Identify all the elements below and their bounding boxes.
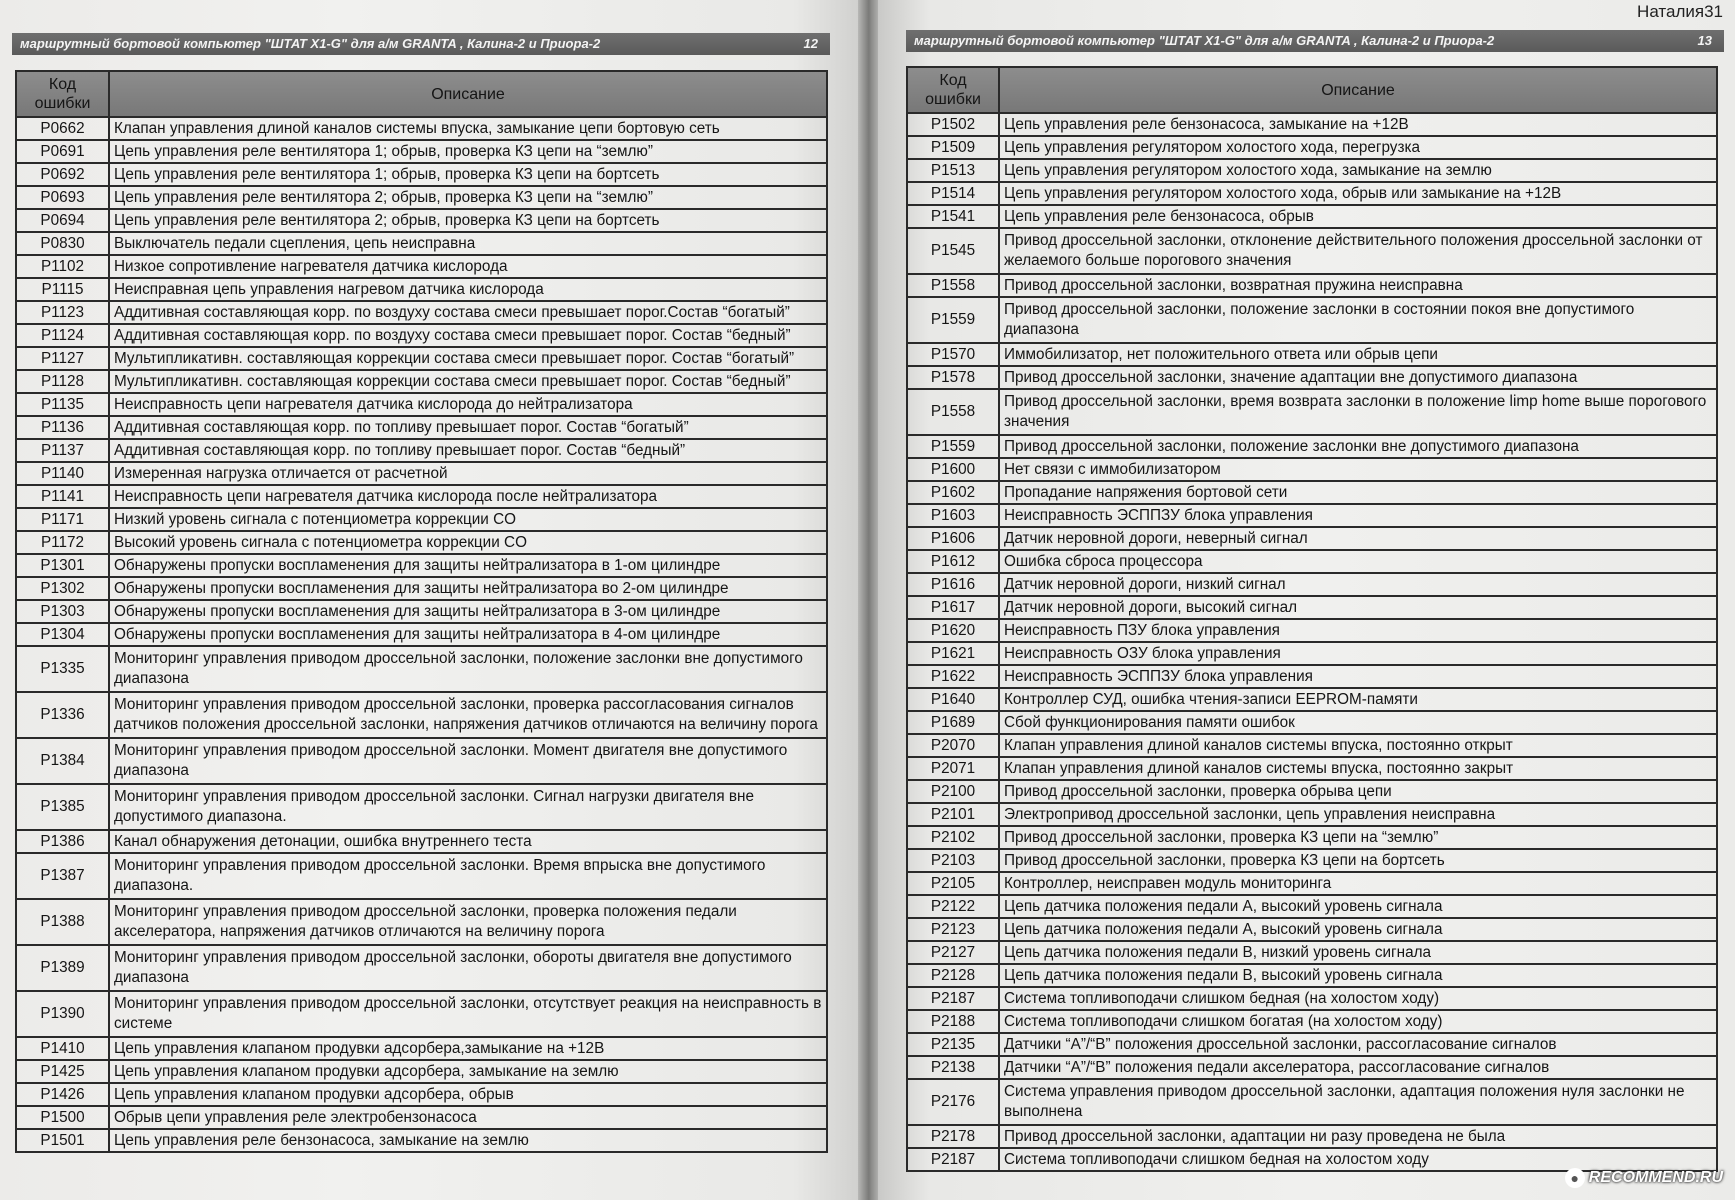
error-description-cell: Мониторинг управления приводом дроссельной заслонки. Сигнал нагрузки двигателя вне допустимого диапазона. <box>109 784 827 830</box>
error-description-cell: Цепь управления регулятором холостого хода, замыкание на землю <box>999 159 1717 182</box>
error-code-cell: P2105 <box>907 872 999 895</box>
table-row <box>907 297 1717 343</box>
error-description-cell: Аддитивная составляющая корр. по воздуху состава смеси превышает порог.Состав “богатый” <box>109 301 827 324</box>
table-row <box>16 1037 827 1060</box>
table-row <box>16 485 827 508</box>
error-description-cell: Нет связи с иммобилизатором <box>999 458 1717 481</box>
error-code-cell: P1172 <box>16 531 109 554</box>
error-description-cell: Цепь управления клапаном продувки адсорбера, замыкание на землю <box>109 1060 827 1083</box>
table-row <box>16 692 827 738</box>
table-row <box>16 784 827 830</box>
error-description-cell: Цепь датчика положения педали А, высокий уровень сигнала <box>999 895 1717 918</box>
error-code-cell: P1128 <box>16 370 109 393</box>
error-description-cell: Обнаружены пропуски воспламенения для защиты нейтрализатора в 1-ом цилиндре <box>109 554 827 577</box>
left-header-title: маршрутный бортовой компьютер "ШТАТ X1-G" для а/м GRANTA , Калина-2 и Приора-2 <box>20 36 601 51</box>
right-header-title: маршрутный бортовой компьютер "ШТАТ X1-G" для а/м GRANTA , Калина-2 и Приора-2 <box>914 33 1495 48</box>
error-code-cell: P2103 <box>907 849 999 872</box>
table-row <box>907 711 1717 734</box>
error-description-cell: Мониторинг управления приводом дроссельной заслонки, обороты двигателя вне допустимого диапазона <box>109 945 827 991</box>
error-code-cell: P1385 <box>16 784 109 830</box>
error-description-cell: Система топливоподачи слишком богатая (на холостом ходу) <box>999 1010 1717 1033</box>
error-code-cell: P1500 <box>16 1106 109 1129</box>
table-row <box>16 393 827 416</box>
error-code-cell: P1559 <box>907 435 999 458</box>
error-description-cell: Мониторинг управления приводом дроссельной заслонки, положение заслонки вне допустимого диапазона <box>109 646 827 692</box>
table-row <box>907 872 1717 895</box>
table-row <box>16 186 827 209</box>
table-row <box>16 255 827 278</box>
error-description-cell: Мультипликативн. составляющая коррекции состава смеси превышает порог. Состав “богатый” <box>109 347 827 370</box>
table-row <box>16 600 827 623</box>
error-code-cell: P1425 <box>16 1060 109 1083</box>
table-row <box>907 136 1717 159</box>
error-description-cell: Мониторинг управления приводом дроссельной заслонки, отсутствует реакция на неисправность в системе <box>109 991 827 1037</box>
table-row <box>907 504 1717 527</box>
error-code-cell: P1302 <box>16 577 109 600</box>
error-description-cell: Датчик неровной дороги, высокий сигнал <box>999 596 1717 619</box>
error-description-cell: Низкий уровень сигнала с потенциометра коррекции CO <box>109 508 827 531</box>
error-code-cell: P1303 <box>16 600 109 623</box>
error-code-cell: P1335 <box>16 646 109 692</box>
table-row <box>16 577 827 600</box>
error-description-cell: Система управления приводом дроссельной заслонки, адаптация положения нуля заслонки не выполнена <box>999 1079 1717 1125</box>
error-code-cell: P1558 <box>907 389 999 435</box>
error-description-cell: Обнаружены пропуски воспламенения для защиты нейтрализатора в 4-ом цилиндре <box>109 623 827 646</box>
table-row <box>907 642 1717 665</box>
error-description-cell: Цепь датчика положения педали В, высокий уровень сигнала <box>999 964 1717 987</box>
error-code-cell: P1578 <box>907 366 999 389</box>
error-code-cell: P1640 <box>907 688 999 711</box>
table-row <box>907 205 1717 228</box>
error-description-cell: Привод дроссельной заслонки, значение адаптации вне допустимого диапазона <box>999 366 1717 389</box>
right-table-body <box>907 113 1717 1171</box>
error-code-cell: P1304 <box>16 623 109 646</box>
table-row <box>16 117 827 140</box>
table-row <box>16 1106 827 1129</box>
error-description-cell: Цепь управления реле бензонасоса, замыкание на +12В <box>999 113 1717 136</box>
error-code-cell: P1137 <box>16 439 109 462</box>
table-row <box>907 987 1717 1010</box>
error-description-cell: Клапан управления длиной каналов системы впуска, замыкание цепи бортовую сеть <box>109 117 827 140</box>
table-row <box>16 462 827 485</box>
error-description-cell: Мониторинг управления приводом дроссельной заслонки, проверка рассогласования сигналов датчиков положения дроссельной заслонки, напряжения датчиков отличаются на величину порога <box>109 692 827 738</box>
error-code-cell: P0691 <box>16 140 109 163</box>
table-row <box>907 757 1717 780</box>
error-code-cell: P1384 <box>16 738 109 784</box>
table-row <box>907 849 1717 872</box>
error-code-cell: P2178 <box>907 1125 999 1148</box>
table-row <box>907 780 1717 803</box>
error-description-cell: Цепь датчика положения педали В, низкий уровень сигнала <box>999 941 1717 964</box>
error-code-cell: P1559 <box>907 297 999 343</box>
error-code-cell: P1600 <box>907 458 999 481</box>
error-description-cell: Датчик неровной дороги, неверный сигнал <box>999 527 1717 550</box>
error-code-cell: P0830 <box>16 232 109 255</box>
left-page-header <box>12 33 830 55</box>
error-code-cell: P1545 <box>907 228 999 274</box>
error-code-cell: P2135 <box>907 1033 999 1056</box>
error-description-cell: Система топливоподачи слишком бедная (на холостом ходу) <box>999 987 1717 1010</box>
table-row <box>16 531 827 554</box>
table-row <box>16 991 827 1037</box>
table-header-row <box>907 67 1717 113</box>
error-description-cell: Цепь управления регулятором холостого хода, перегрузка <box>999 136 1717 159</box>
error-description-cell: Ошибка сброса процессора <box>999 550 1717 573</box>
error-code-cell: P2102 <box>907 826 999 849</box>
error-description-cell: Неисправность ЭСППЗУ блока управления <box>999 504 1717 527</box>
table-row <box>907 665 1717 688</box>
table-row <box>16 738 827 784</box>
error-code-cell: P1171 <box>16 508 109 531</box>
table-row <box>16 301 827 324</box>
error-description-cell: Неисправность цепи нагревателя датчика кислорода до нейтрализатора <box>109 393 827 416</box>
error-code-cell: P2071 <box>907 757 999 780</box>
table-row <box>907 688 1717 711</box>
error-code-cell: P1301 <box>16 554 109 577</box>
right-page-number: 13 <box>1697 33 1712 48</box>
error-code-cell: P0692 <box>16 163 109 186</box>
table-row <box>907 527 1717 550</box>
table-row <box>16 830 827 853</box>
table-row <box>16 370 827 393</box>
table-row <box>16 1060 827 1083</box>
error-code-cell: P1123 <box>16 301 109 324</box>
left-page <box>0 0 862 1200</box>
error-code-cell: P2100 <box>907 780 999 803</box>
error-code-cell: P2187 <box>907 987 999 1010</box>
error-code-cell: P1502 <box>907 113 999 136</box>
error-description-cell: Цепь управления реле бензонасоса, обрыв <box>999 205 1717 228</box>
table-row <box>907 1125 1717 1148</box>
error-description-cell: Датчики “А”/“В” положения дроссельной заслонки, рассогласование сигналов <box>999 1033 1717 1056</box>
error-code-cell: P1387 <box>16 853 109 899</box>
error-description-cell: Иммобилизатор, нет положительного ответа или обрыв цепи <box>999 343 1717 366</box>
error-description-cell: Неисправность ЭСППЗУ блока управления <box>999 665 1717 688</box>
error-description-cell: Датчик неровной дороги, низкий сигнал <box>999 573 1717 596</box>
error-description-cell: Привод дроссельной заслонки, положение заслонки вне допустимого диапазона <box>999 435 1717 458</box>
error-description-cell: Привод дроссельной заслонки, время возврата заслонки в положение limp home выше порогового значения <box>999 389 1717 435</box>
error-code-cell: P1541 <box>907 205 999 228</box>
table-row <box>907 619 1717 642</box>
table-row <box>16 163 827 186</box>
error-description-cell: Датчики “А”/“В” положения педали акселератора, рассогласование сигналов <box>999 1056 1717 1079</box>
table-row <box>907 964 1717 987</box>
error-description-cell: Низкое сопротивление нагревателя датчика кислорода <box>109 255 827 278</box>
table-row <box>16 439 827 462</box>
table-row <box>16 416 827 439</box>
error-description-cell: Цепь датчика положения педали А, высокий уровень сигнала <box>999 918 1717 941</box>
error-code-cell: P0694 <box>16 209 109 232</box>
error-code-cell: P1602 <box>907 481 999 504</box>
table-row <box>16 347 827 370</box>
table-row <box>907 573 1717 596</box>
table-row <box>16 1083 827 1106</box>
error-description-cell: Цепь управления регулятором холостого хода, обрыв или замыкание на +12В <box>999 182 1717 205</box>
table-row <box>907 113 1717 136</box>
column-header-code: Код ошибки <box>16 71 109 117</box>
error-code-cell: P1124 <box>16 324 109 347</box>
error-description-cell: Аддитивная составляющая корр. по воздуху состава смеси превышает порог. Состав “бедный” <box>109 324 827 347</box>
table-row <box>907 941 1717 964</box>
error-description-cell: Цепь управления клапаном продувки адсорбера,замыкание на +12В <box>109 1037 827 1060</box>
error-code-cell: P1621 <box>907 642 999 665</box>
error-code-cell: P1140 <box>16 462 109 485</box>
error-code-cell: P2128 <box>907 964 999 987</box>
error-description-cell: Система топливоподачи слишком бедная на холостом ходу <box>999 1148 1717 1171</box>
error-code-cell: P1501 <box>16 1129 109 1152</box>
error-description-cell: Цепь управления реле вентилятора 2; обрыв, проверка КЗ цепи на “землю” <box>109 186 827 209</box>
table-row <box>907 1033 1717 1056</box>
error-description-cell: Неисправная цепь управления нагревом датчика кислорода <box>109 278 827 301</box>
error-code-cell: P1388 <box>16 899 109 945</box>
error-description-cell: Мониторинг управления приводом дроссельной заслонки, проверка положения педали акселератора, напряжения датчиков отличаются на величину порога <box>109 899 827 945</box>
error-code-cell: P1386 <box>16 830 109 853</box>
table-row <box>16 853 827 899</box>
error-description-cell: Неисправность цепи нагревателя датчика кислорода после нейтрализатора <box>109 485 827 508</box>
error-code-cell: P0693 <box>16 186 109 209</box>
error-description-cell: Привод дроссельной заслонки, проверка КЗ цепи на “землю” <box>999 826 1717 849</box>
error-description-cell: Цепь управления реле вентилятора 1; обрыв, проверка КЗ цепи на “землю” <box>109 140 827 163</box>
error-description-cell: Измеренная нагрузка отличается от расчетной <box>109 462 827 485</box>
table-row <box>16 324 827 347</box>
error-description-cell: Аддитивная составляющая корр. по топливу превышает порог. Состав “бедный” <box>109 439 827 462</box>
error-description-cell: Обнаружены пропуски воспламенения для защиты нейтрализатора во 2-ом цилиндре <box>109 577 827 600</box>
error-code-cell: P2187 <box>907 1148 999 1171</box>
error-code-cell: P1136 <box>16 416 109 439</box>
table-row <box>907 274 1717 297</box>
table-row <box>907 228 1717 274</box>
error-description-cell: Привод дроссельной заслонки, возвратная пружина неисправна <box>999 274 1717 297</box>
table-row <box>16 209 827 232</box>
error-description-cell: Цепь управления реле бензонасоса, замыкание на землю <box>109 1129 827 1152</box>
error-code-cell: P2138 <box>907 1056 999 1079</box>
table-row <box>907 734 1717 757</box>
table-header-row <box>16 71 827 117</box>
table-row <box>907 895 1717 918</box>
table-row <box>907 366 1717 389</box>
error-code-cell: P1141 <box>16 485 109 508</box>
error-code-cell: P1389 <box>16 945 109 991</box>
error-description-cell: Мониторинг управления приводом дроссельной заслонки. Время впрыска вне допустимого диапазона. <box>109 853 827 899</box>
table-row <box>16 646 827 692</box>
table-row <box>16 945 827 991</box>
column-header-code: Код ошибки <box>907 67 999 113</box>
error-description-cell: Аддитивная составляющая корр. по топливу превышает порог. Состав “богатый” <box>109 416 827 439</box>
error-code-cell: P2101 <box>907 803 999 826</box>
error-code-cell: P1513 <box>907 159 999 182</box>
error-code-cell: P1603 <box>907 504 999 527</box>
error-description-cell: Обнаружены пропуски воспламенения для защиты нейтрализатора в 3-ом цилиндре <box>109 600 827 623</box>
error-code-cell: P1570 <box>907 343 999 366</box>
error-description-cell: Выключатель педали сцепления, цепь неисправна <box>109 232 827 255</box>
error-description-cell: Клапан управления длиной каналов системы впуска, постоянно закрыт <box>999 757 1717 780</box>
error-code-cell: P1426 <box>16 1083 109 1106</box>
table-row <box>907 550 1717 573</box>
error-description-cell: Неисправность ПЗУ блока управления <box>999 619 1717 642</box>
error-description-cell: Клапан управления длиной каналов системы впуска, постоянно открыт <box>999 734 1717 757</box>
error-description-cell: Привод дроссельной заслонки, адаптации ни разу проведена не была <box>999 1125 1717 1148</box>
error-description-cell: Электропривод дроссельной заслонки, цепь управления неисправна <box>999 803 1717 826</box>
error-description-cell: Высокий уровень сигнала с потенциометра коррекции CO <box>109 531 827 554</box>
column-header-description: Описание <box>999 67 1717 113</box>
table-row <box>907 803 1717 826</box>
error-code-cell: P1410 <box>16 1037 109 1060</box>
table-row <box>907 159 1717 182</box>
brand-watermark <box>1565 1168 1723 1188</box>
brand-logo-icon: ● <box>1565 1168 1585 1188</box>
column-header-description: Описание <box>109 71 827 117</box>
error-description-cell: Цепь управления реле вентилятора 1; обрыв, проверка КЗ цепи на бортсеть <box>109 163 827 186</box>
error-code-cell: P1336 <box>16 692 109 738</box>
table-row <box>16 623 827 646</box>
error-code-cell: P1612 <box>907 550 999 573</box>
error-description-cell: Привод дроссельной заслонки, проверка КЗ цепи на бортсеть <box>999 849 1717 872</box>
table-row <box>907 343 1717 366</box>
table-row <box>16 232 827 255</box>
right-error-codes-table <box>906 66 1718 1172</box>
table-row <box>907 389 1717 435</box>
table-row <box>16 554 827 577</box>
error-description-cell: Привод дроссельной заслонки, отклонение действительного положения дроссельной заслонки от желаемого больше порогового значения <box>999 228 1717 274</box>
table-row <box>16 508 827 531</box>
table-row <box>907 918 1717 941</box>
left-page-number: 12 <box>803 36 818 51</box>
error-code-cell: P1622 <box>907 665 999 688</box>
error-code-cell: P1514 <box>907 182 999 205</box>
right-page-header <box>906 30 1724 52</box>
error-description-cell: Канал обнаружения детонации, ошибка внутреннего теста <box>109 830 827 853</box>
table-row <box>16 278 827 301</box>
table-row <box>907 458 1717 481</box>
table-row <box>907 481 1717 504</box>
error-code-cell: P2123 <box>907 918 999 941</box>
error-code-cell: P2127 <box>907 941 999 964</box>
error-description-cell: Привод дроссельной заслонки, положение заслонки в состоянии покоя вне допустимого диапазона <box>999 297 1717 343</box>
error-code-cell: P1620 <box>907 619 999 642</box>
username-watermark: Наталия31 <box>1637 2 1723 21</box>
error-code-cell: P1115 <box>16 278 109 301</box>
left-error-codes-table <box>15 70 828 1153</box>
table-row <box>907 1010 1717 1033</box>
error-description-cell: Цепь управления клапаном продувки адсорбера, обрыв <box>109 1083 827 1106</box>
error-code-cell: P1135 <box>16 393 109 416</box>
error-description-cell: Пропадание напряжения бортовой сети <box>999 481 1717 504</box>
error-code-cell: P1102 <box>16 255 109 278</box>
error-code-cell: P0662 <box>16 117 109 140</box>
table-row <box>16 899 827 945</box>
error-code-cell: P1127 <box>16 347 109 370</box>
left-table-body <box>16 117 827 1152</box>
error-description-cell: Мультипликативн. составляющая коррекции состава смеси превышает порог. Состав “бедный” <box>109 370 827 393</box>
error-description-cell: Сбой функционирования памяти ошибок <box>999 711 1717 734</box>
error-description-cell: Контроллер, неисправен модуль мониторинга <box>999 872 1717 895</box>
error-code-cell: P2122 <box>907 895 999 918</box>
error-description-cell: Привод дроссельной заслонки, проверка обрыва цепи <box>999 780 1717 803</box>
error-code-cell: P1617 <box>907 596 999 619</box>
brand-watermark-text: RECOMMEND.RU <box>1588 1169 1723 1186</box>
error-code-cell: P2188 <box>907 1010 999 1033</box>
error-code-cell: P2176 <box>907 1079 999 1125</box>
error-description-cell: Контроллер СУД, ошибка чтения-записи EEPROM-памяти <box>999 688 1717 711</box>
error-description-cell: Обрыв цепи управления реле электробензонасоса <box>109 1106 827 1129</box>
table-row <box>907 596 1717 619</box>
table-row <box>907 182 1717 205</box>
error-code-cell: P2070 <box>907 734 999 757</box>
table-row <box>16 1129 827 1152</box>
error-description-cell: Неисправность ОЗУ блока управления <box>999 642 1717 665</box>
error-code-cell: P1558 <box>907 274 999 297</box>
table-row <box>907 1079 1717 1125</box>
error-code-cell: P1616 <box>907 573 999 596</box>
error-code-cell: P1689 <box>907 711 999 734</box>
table-row <box>907 435 1717 458</box>
error-code-cell: P1509 <box>907 136 999 159</box>
error-description-cell: Мониторинг управления приводом дроссельной заслонки. Момент двигателя вне допустимого диапазона <box>109 738 827 784</box>
error-description-cell: Цепь управления реле вентилятора 2; обрыв, проверка КЗ цепи на бортсеть <box>109 209 827 232</box>
table-row <box>16 140 827 163</box>
error-code-cell: P1606 <box>907 527 999 550</box>
table-row <box>907 1056 1717 1079</box>
table-row <box>907 826 1717 849</box>
error-code-cell: P1390 <box>16 991 109 1037</box>
